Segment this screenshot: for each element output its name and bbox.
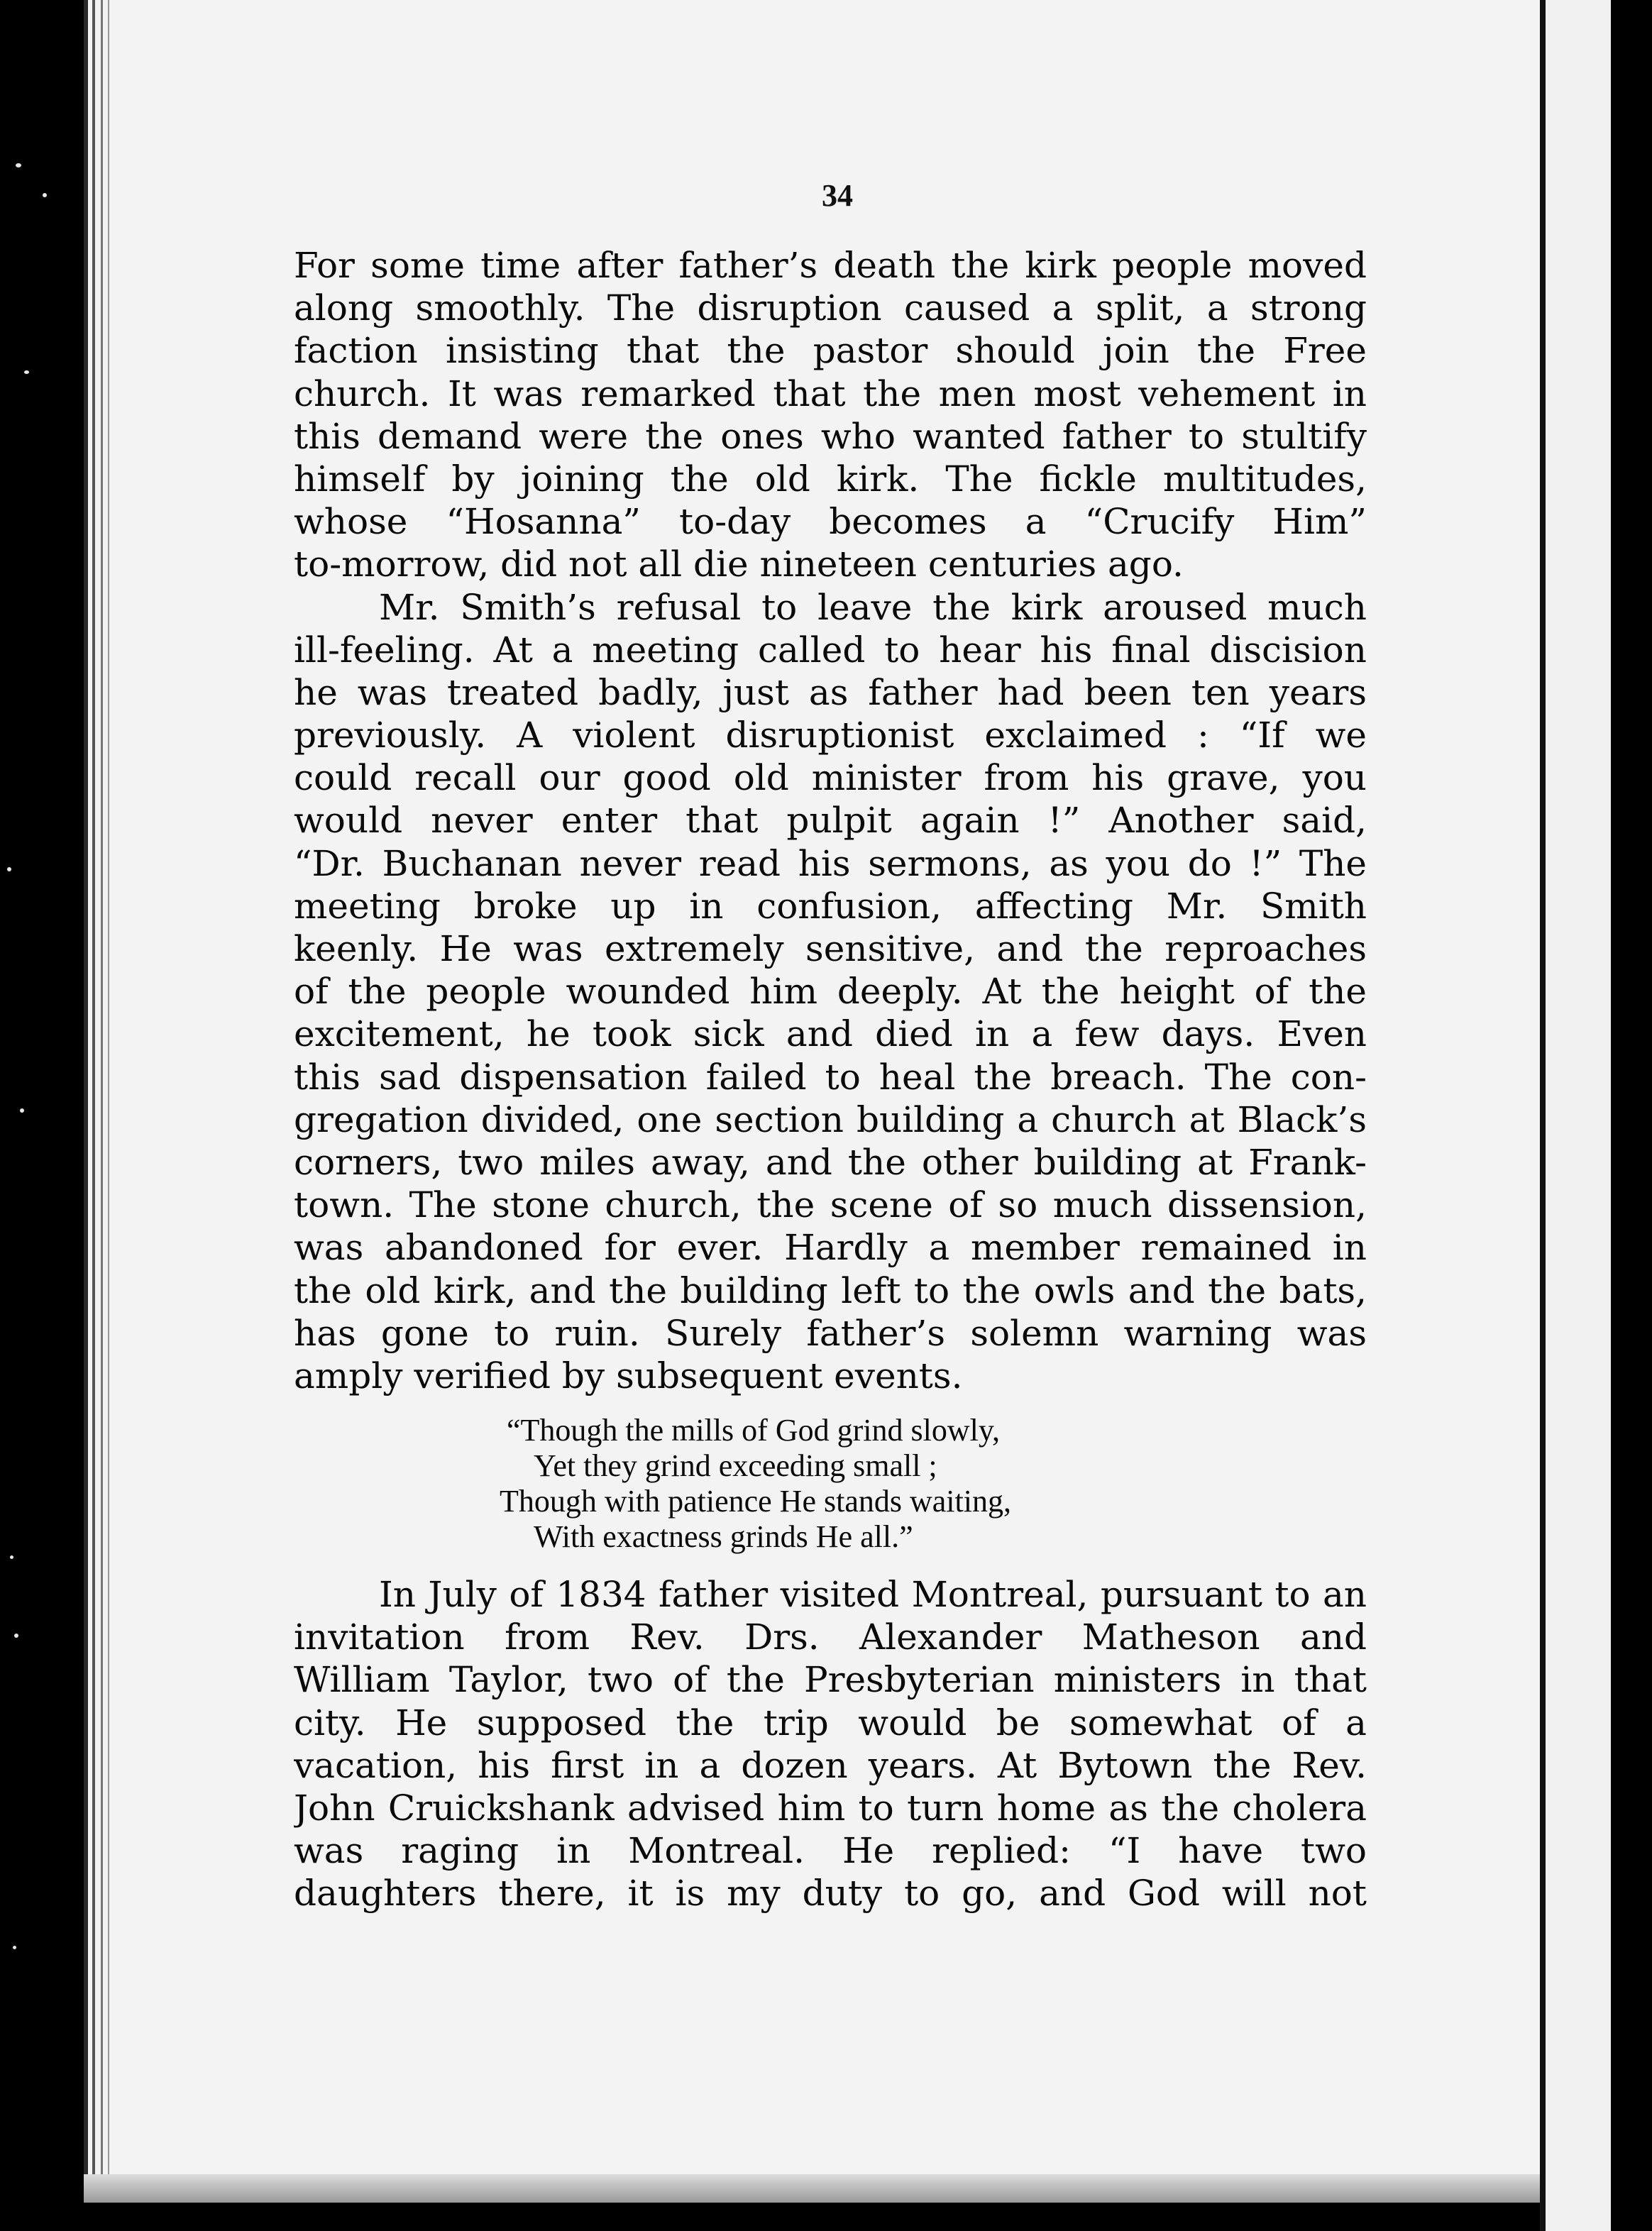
text-line: faction insisting that the pastor should join the Free [294, 330, 1367, 372]
facing-page-edge [1540, 0, 1617, 2231]
scan-border [1611, 0, 1652, 2231]
text-line: corners, two miles away, and the other building at Frank- [294, 1141, 1367, 1183]
text-line: ill-feeling. At a meeting called to hear his final discision [294, 629, 1367, 671]
text-line: keenly. He was extremely sensitive, and the reproaches [294, 928, 1367, 969]
text-line: himself by joining the old kirk. The fickle multitudes, [294, 458, 1367, 500]
verse-quotation [294, 1413, 1367, 1555]
scan-speck [7, 867, 11, 871]
text-line: invitation from Rev. Drs. Alexander Matheson and [294, 1616, 1367, 1658]
text-line: this demand were the ones who wanted father to stultify [294, 415, 1367, 457]
text-line: previously. A violent disruptionist exclaimed : “If we [294, 715, 1367, 756]
text-line: “Dr. Buchanan never read his sermons, as you do !” The [294, 842, 1367, 884]
text-line: For some time after father’s death the kirk people moved [294, 245, 1367, 286]
text-line: gregation divided, one section building a church at Black’s [294, 1098, 1367, 1140]
text-line: along smoothly. The disruption caused a split, a strong [294, 287, 1367, 329]
binding-edge [92, 0, 95, 2203]
text-line: town. The stone church, the scene of so much dissension, [294, 1184, 1367, 1226]
text-line: was raging in Montreal. He replied: “I have two [294, 1830, 1367, 1872]
text-line: daughters there, it is my duty to go, and God will not [294, 1873, 1367, 1915]
text-line: of the people wounded him deeply. At the height of the [294, 971, 1367, 1013]
scan-speck [10, 1555, 13, 1559]
text-line: In July of 1834 father visited Montreal, pursuant to an [379, 1574, 1367, 1616]
verse-line: Yet they grind exceeding small ; [534, 1448, 937, 1484]
text-line: William Taylor, two of the Presbyterian ministers in that [294, 1659, 1367, 1701]
scan-speck [13, 1946, 16, 1949]
binding-edge [101, 0, 103, 2203]
binding-edge [84, 0, 88, 2203]
text-line: would never enter that pulpit again !” Another said, [294, 800, 1367, 842]
text-line: to-morrow, did not all die nineteen centuries ago. [294, 544, 1184, 585]
paragraph [294, 586, 1367, 1398]
page-number: 34 [822, 178, 853, 213]
text-line: meeting broke up in confusion, affecting Mr. Smith [294, 885, 1367, 927]
text-line: has gone to ruin. Surely father’s solemn warning was [294, 1312, 1367, 1354]
text-line: city. He supposed the trip would be somewhat of a [294, 1702, 1367, 1744]
verse-line: Though with patience He stands waiting, [500, 1484, 1011, 1519]
page-bottom-edge [84, 2174, 1574, 2203]
text-line: whose “Hosanna” to-day becomes a “Crucify Him” [294, 501, 1367, 543]
text-line: could recall our good old minister from his grave, you [294, 757, 1367, 799]
verse-line: With exactness grinds He all.” [534, 1519, 913, 1555]
text-line: vacation, his first in a dozen years. At Bytown the Rev. [294, 1744, 1367, 1786]
text-line: excitement, he took sick and died in a few days. Even [294, 1013, 1367, 1055]
text-line: Mr. Smith’s refusal to leave the kirk aroused much [379, 586, 1367, 628]
page-body [294, 244, 1367, 1915]
text-line: church. It was remarked that the men most vehement in [294, 373, 1367, 414]
scan-speck [43, 193, 47, 197]
text-line: the old kirk, and the building left to the owls and the bats, [294, 1269, 1367, 1311]
scan-speck [20, 1108, 24, 1113]
verse-line: “Though the mills of God grind slowly, [507, 1413, 1000, 1448]
scan-speck [14, 1634, 18, 1638]
paragraph [294, 1573, 1367, 1915]
text-line: he was treated badly, just as father had been ten years [294, 671, 1367, 713]
text-line: amply verified by subsequent events. [294, 1355, 963, 1397]
scan-speck [16, 163, 21, 167]
scan-speck [24, 370, 29, 374]
text-line: was abandoned for ever. Hardly a member remained in [294, 1227, 1367, 1269]
paragraph [294, 244, 1367, 586]
text-line: John Cruickshank advised him to turn home as the cholera [294, 1787, 1367, 1829]
binding-edge [108, 0, 109, 2203]
text-line: this sad dispensation failed to heal the breach. The con- [294, 1056, 1367, 1098]
